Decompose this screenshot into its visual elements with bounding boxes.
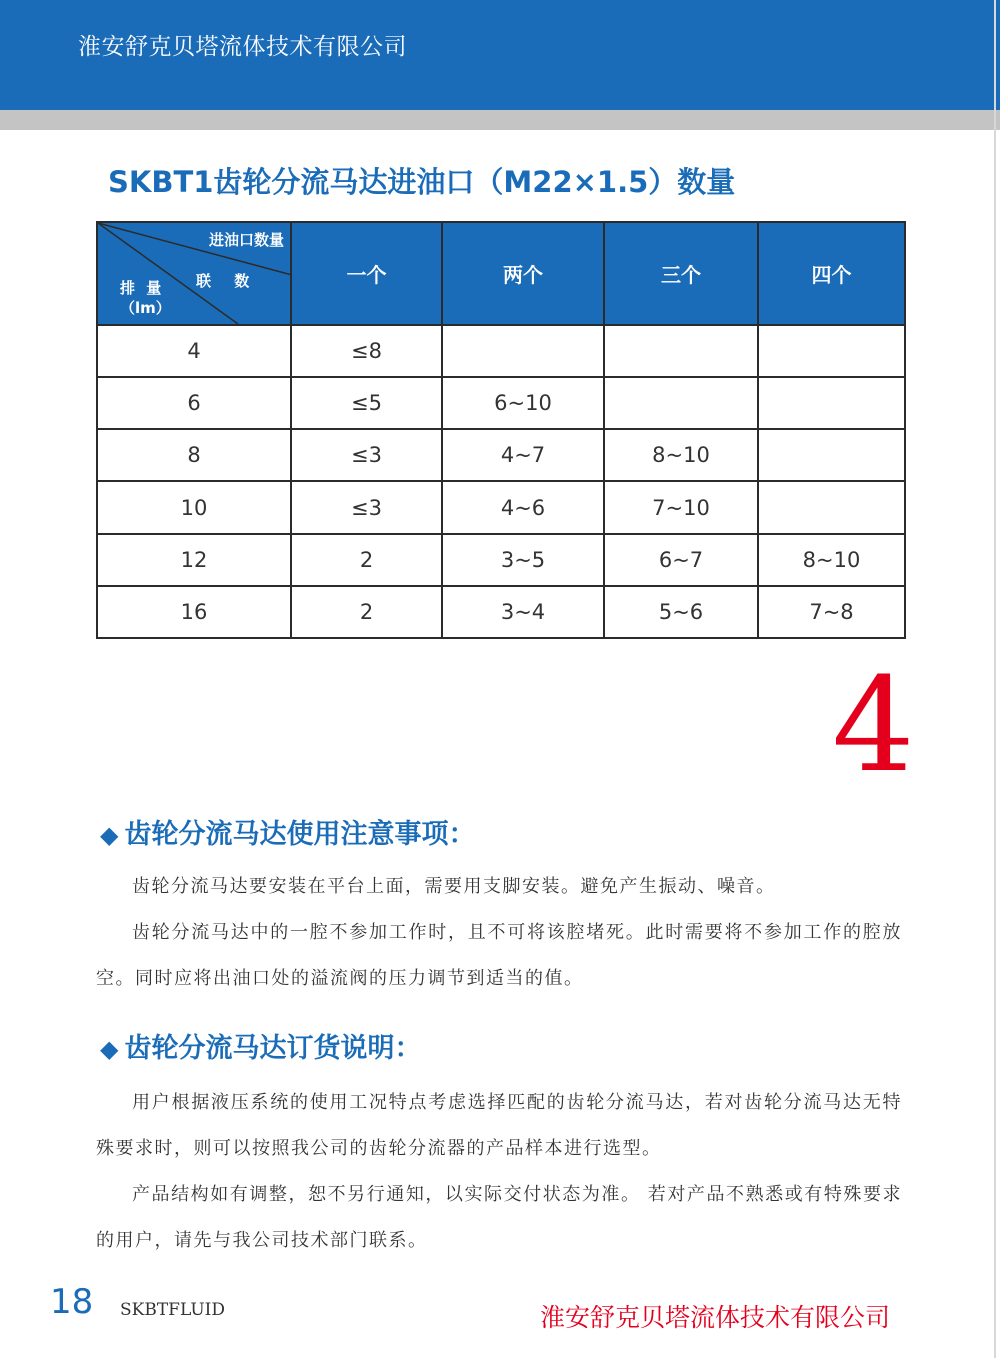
table-cell: 8~10 bbox=[604, 429, 758, 481]
table-cell: ≤3 bbox=[291, 429, 442, 481]
corner-label-unit: （lm） bbox=[120, 299, 171, 317]
corner-label-displacement: 排 量 bbox=[120, 279, 162, 297]
ordering-body bbox=[96, 1080, 902, 1264]
paragraph: 用户根据液压系统的使用工况特点考虑选择匹配的齿轮分流马达，若对齿轮分流马达无特殊要求时，则可以按照我公司的齿轮分流器的产品样本进行选型。 bbox=[96, 1092, 902, 1159]
table-cell: 7~8 bbox=[758, 586, 905, 638]
section-heading-usage-notes bbox=[100, 812, 475, 851]
table-cell: ≤5 bbox=[291, 377, 442, 429]
table-cell: 4~6 bbox=[442, 481, 604, 533]
column-header: 三个 bbox=[604, 222, 758, 325]
big-red-number: 4 bbox=[832, 649, 915, 801]
table-cell-displacement: 10 bbox=[97, 481, 291, 533]
diamond-icon: ◆ bbox=[100, 1035, 119, 1063]
table-row bbox=[97, 534, 905, 586]
table-row bbox=[97, 429, 905, 481]
footer-brand: SKBTFLUID bbox=[120, 1300, 226, 1320]
table-cell: 3~4 bbox=[442, 586, 604, 638]
page-number: 18 bbox=[50, 1282, 94, 1322]
section-heading-text: 齿轮分流马达订货说明： bbox=[124, 1033, 422, 1064]
header-divider bbox=[0, 110, 1000, 130]
footer-company-name: 淮安舒克贝塔流体技术有限公司 bbox=[540, 1303, 891, 1332]
table-cell-displacement: 16 bbox=[97, 586, 291, 638]
table-cell: ≤3 bbox=[291, 481, 442, 533]
table-cell: 6~7 bbox=[604, 534, 758, 586]
corner-label-inlets: 进油口数量 bbox=[208, 231, 284, 249]
usage-notes-body bbox=[96, 864, 902, 1002]
table-cell bbox=[604, 325, 758, 377]
table-row bbox=[97, 377, 905, 429]
table-row bbox=[97, 481, 905, 533]
table-cell: 7~10 bbox=[604, 481, 758, 533]
table-title: SKBT1齿轮分流马达进油口（M22×1.5）数量 bbox=[108, 165, 736, 199]
paragraph: 齿轮分流马达中的一腔不参加工作时，且不可将该腔堵死。此时需要将不参加工作的腔放空。同时应将出油口处的溢流阀的压力调节到适当的值。 bbox=[96, 922, 902, 989]
column-header: 两个 bbox=[442, 222, 604, 325]
column-header: 四个 bbox=[758, 222, 905, 325]
table-cell-displacement: 12 bbox=[97, 534, 291, 586]
table-cell: 3~5 bbox=[442, 534, 604, 586]
table-cell: 2 bbox=[291, 586, 442, 638]
table-cell-displacement: 6 bbox=[97, 377, 291, 429]
table-cell bbox=[604, 377, 758, 429]
section-heading-ordering bbox=[100, 1026, 421, 1065]
paragraph: 产品结构如有调整，恕不另行通知，以实际交付状态为准。 若对产品不熟悉或有特殊要求的用户，请先与我公司技术部门联系。 bbox=[96, 1184, 902, 1251]
table-cell: 5~6 bbox=[604, 586, 758, 638]
table-cell bbox=[758, 429, 905, 481]
diamond-icon: ◆ bbox=[100, 821, 119, 849]
corner-label-units: 联 数 bbox=[196, 272, 250, 290]
spec-table-container bbox=[96, 221, 904, 639]
table-cell: 4~7 bbox=[442, 429, 604, 481]
paragraph: 齿轮分流马达要安装在平台上面，需要用支脚安装。避免产生振动、噪音。 bbox=[132, 876, 776, 897]
table-cell: 8~10 bbox=[758, 534, 905, 586]
table-cell bbox=[758, 377, 905, 429]
section-heading-text: 齿轮分流马达使用注意事项： bbox=[124, 819, 476, 850]
page-edge-line bbox=[994, 0, 996, 1358]
table-cell: 2 bbox=[291, 534, 442, 586]
header-band bbox=[0, 0, 1000, 110]
table-row bbox=[97, 586, 905, 638]
table-cell-displacement: 4 bbox=[97, 325, 291, 377]
column-header: 一个 bbox=[291, 222, 442, 325]
table-cell: 6~10 bbox=[442, 377, 604, 429]
table-header-row bbox=[97, 222, 905, 325]
spec-table bbox=[96, 221, 906, 639]
table-corner-cell bbox=[97, 222, 291, 325]
table-cell-displacement: 8 bbox=[97, 429, 291, 481]
table-row bbox=[97, 325, 905, 377]
table-cell: ≤8 bbox=[291, 325, 442, 377]
table-cell bbox=[442, 325, 604, 377]
table-cell bbox=[758, 325, 905, 377]
table-cell bbox=[758, 481, 905, 533]
header-company-name: 淮安舒克贝塔流体技术有限公司 bbox=[78, 34, 407, 60]
